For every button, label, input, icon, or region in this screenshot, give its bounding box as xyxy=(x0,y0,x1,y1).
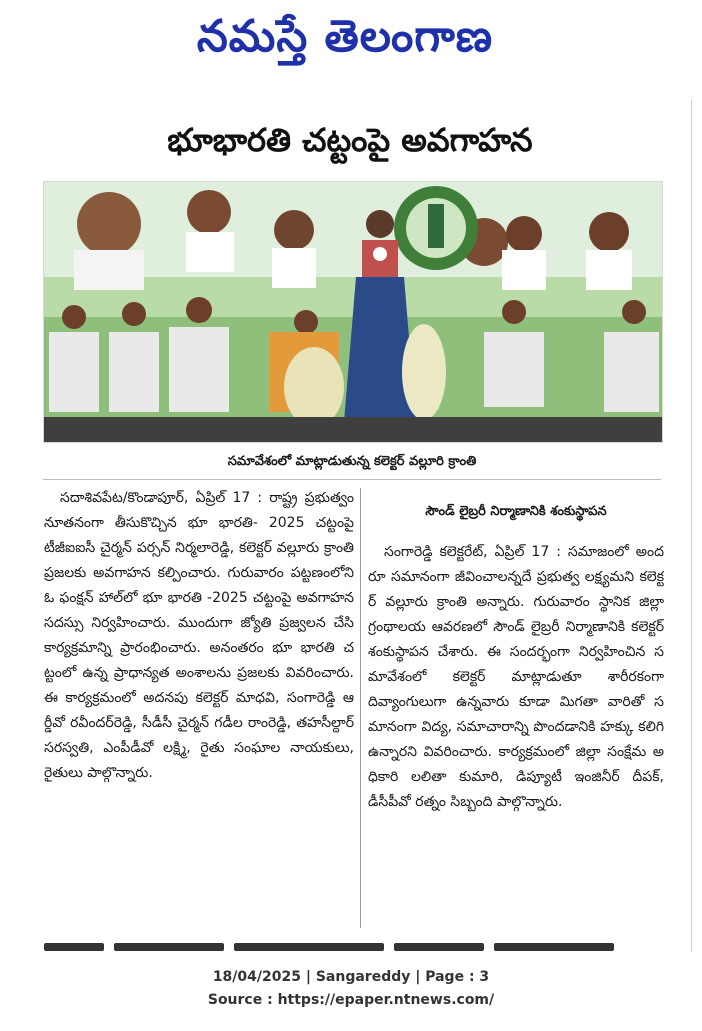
article-right-heading: సౌండ్ లైబ్రరీ నిర్మాణానికి శంకుస్థాపన xyxy=(425,504,607,519)
footer-source: Source : https://epaper.ntnews.com/ xyxy=(207,992,495,1008)
article-headline: భూభారతి చట్టంపై అవగాహన xyxy=(167,121,533,159)
article-left-body: సదాశివపేట/కొండాపూర్, ఏప్రిల్ 17 : రాష్ట్ర ప్రభుత్వం నూతనంగా తీసుకొచ్చిన భూ భారతి- 2025 చట్టంపై టీజీఐఐసీ చైర్మన్ పర్సన్ నిర్మలారెడ్డి, కలెక్టర్ వల్లూరు క్రాంతి ప్రజలకు అవగాహన కల్పించారు. గురువారం పట్టణంలోని ఓ ఫంక్షన్ హాల్‌లో భూ భారతి -2025 చట్టంపై అవగాహన సదస్సు నిర్వహించారు. ముందుగా జ్యోతి ప్రజ్వలన చేసి కార్యక్రమాన్ని ప్రారంభించారు. అనంతరం భూ భారతి చట్టంలో ఉన్న ప్రాధాన్యత అంశాలను ప్రజలకు వివరించారు. ఈ కార్యక్రమంలో అదనపు కలెక్టర్ మాధవి, సంగారెడ్డి ఆర్డీవో రవీందర్‌రెడ్డి, సీడీసీ చైర్మన్ గడీల రాంరెడ్డి, తహసీల్దార్ సరస్వతి, ఎంపీడీవో లక్ష్మి, రైతు సంఘాల నాయకులు, రైతులు పాల్గొన్నారు. xyxy=(44,490,354,781)
footer-date-edition: 18/04/2025 | Sangareddy | Page : 3 xyxy=(212,969,490,985)
article-right-column xyxy=(368,540,664,920)
masthead-logo: నమస్తే తెలంగాణ xyxy=(196,11,494,62)
article-left-column xyxy=(44,486,354,931)
cropped-next-headline xyxy=(44,936,664,950)
page-footer xyxy=(0,966,702,1012)
news-photo xyxy=(43,181,663,443)
photo-caption: సమావేశంలో మాట్లాడుతున్న కలెక్టర్ వల్లూరి క్రాంతి xyxy=(227,454,477,469)
caption-divider xyxy=(43,479,661,480)
column-divider xyxy=(360,488,361,928)
article-right-body: సంగారెడ్డి కలెక్టరేట్, ఏప్రిల్ 17 : సమాజంలో అందరూ సమానంగా జీవించాలన్నదే ప్రభుత్వ లక్ష్యమని కలెక్టర్ వల్లూరు క్రాంతి అన్నారు. గురువారం స్థానిక జిల్లా గ్రంథాలయ ఆవరణలో సౌండ్ లైబ్రరీ నిర్మాణానికి కలెక్టర్ శంకుస్థాపన చేశారు. ఈ సందర్భంగా నిర్వహించిన సమావేశంలో కలెక్టర్ మాట్లాడుతూ శారీరకంగా దివ్యాంగులుగా ఉన్నవారు కూడా మిగతా వారితో సమానంగా విద్య, సమాచారాన్ని పొందడానికి హక్కు కలిగి ఉన్నారని వివరించారు. కార్యక్రమంలో జిల్లా సంక్షేమ అధికారి లలితా కుమారి, డిప్యూటీ ఇంజినీర్ దీపక్, డీసీపీవో రత్నం సిబ్బంది పాల్గొన్నారు. xyxy=(368,544,664,810)
right-margin-rule xyxy=(691,100,692,952)
